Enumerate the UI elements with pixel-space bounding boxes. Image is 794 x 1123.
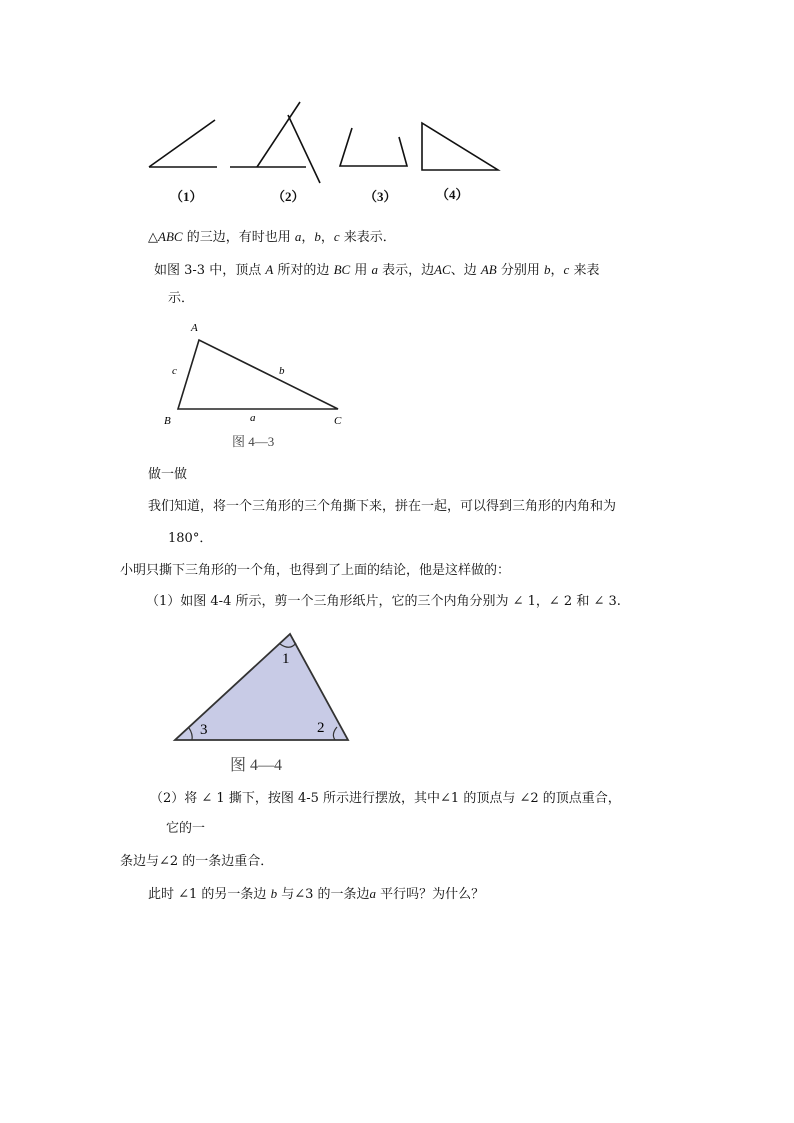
- paragraph-triangle-sides: △ABC 的三边，有时也用 a，b，c 来表示．: [148, 229, 396, 245]
- figure-4-3-caption: 图 4—3: [232, 434, 275, 449]
- question: 此时 ∠1 的另一条边 b 与∠3 的一条边a 平行吗？为什么？: [148, 886, 485, 902]
- side-b-label: b: [279, 365, 285, 377]
- triangle-abc: [178, 340, 338, 409]
- paragraph-figure-3-3-line2: 示．: [168, 291, 195, 306]
- vertex-b-label: B: [164, 415, 171, 427]
- figure-1-angle: [149, 120, 217, 167]
- vertex-a-label: A: [191, 322, 198, 334]
- figure-4-4: [168, 628, 368, 778]
- angle-2-label: 2: [317, 720, 325, 736]
- figure-4-label: （4）: [436, 187, 469, 202]
- figure-4-3: [158, 316, 358, 456]
- figure-4-4-caption: 图 4—4: [230, 757, 283, 774]
- figure-3-shape: [340, 128, 407, 166]
- figure-3-label: （3）: [364, 189, 397, 204]
- paragraph-xiaoming: 小明只撕下三角形的一个角，也得到了上面的结论，他是这样做的：: [120, 563, 511, 578]
- side-a-label: a: [250, 412, 256, 424]
- angle-3-label: 3: [200, 722, 208, 738]
- step-2-line1: （2）将 ∠ 1 撕下，按图 4-5 所示进行摆放，其中∠1 的顶点与 ∠2 的顶点重合，: [150, 791, 621, 806]
- paragraph-figure-3-3-line1: 如图 3-3 中，顶点 A 所对的边 BC 用 a 表示，边AC、边 AB 分别用 b，c 来表: [154, 262, 600, 278]
- section-heading: 做一做: [148, 467, 188, 482]
- figure-row: [140, 95, 510, 185]
- step-2-line2: 它的一: [166, 821, 206, 836]
- side-c-label: c: [172, 365, 177, 377]
- vertex-c-label: C: [334, 415, 342, 427]
- figure-2-lines: [230, 102, 320, 183]
- paragraph-angle-sum-line1: 我们知道，将一个三角形的三个角撕下来，拼在一起，可以得到三角形的内角和为: [148, 499, 617, 514]
- figure-2-label: （2）: [272, 189, 305, 204]
- step-2-line3: 条边与∠2 的一条边重合．: [120, 854, 274, 869]
- step-1: （1）如图 4-4 所示，剪一个三角形纸片，它的三个内角分别为 ∠ 1，∠ 2 和 ∠ 3.: [146, 594, 621, 609]
- angle-1-label: 1: [282, 651, 290, 667]
- figure-1-label: （1）: [170, 189, 203, 204]
- paragraph-angle-sum-line2: 180°．: [168, 531, 213, 546]
- figure-4-triangle: [422, 123, 498, 170]
